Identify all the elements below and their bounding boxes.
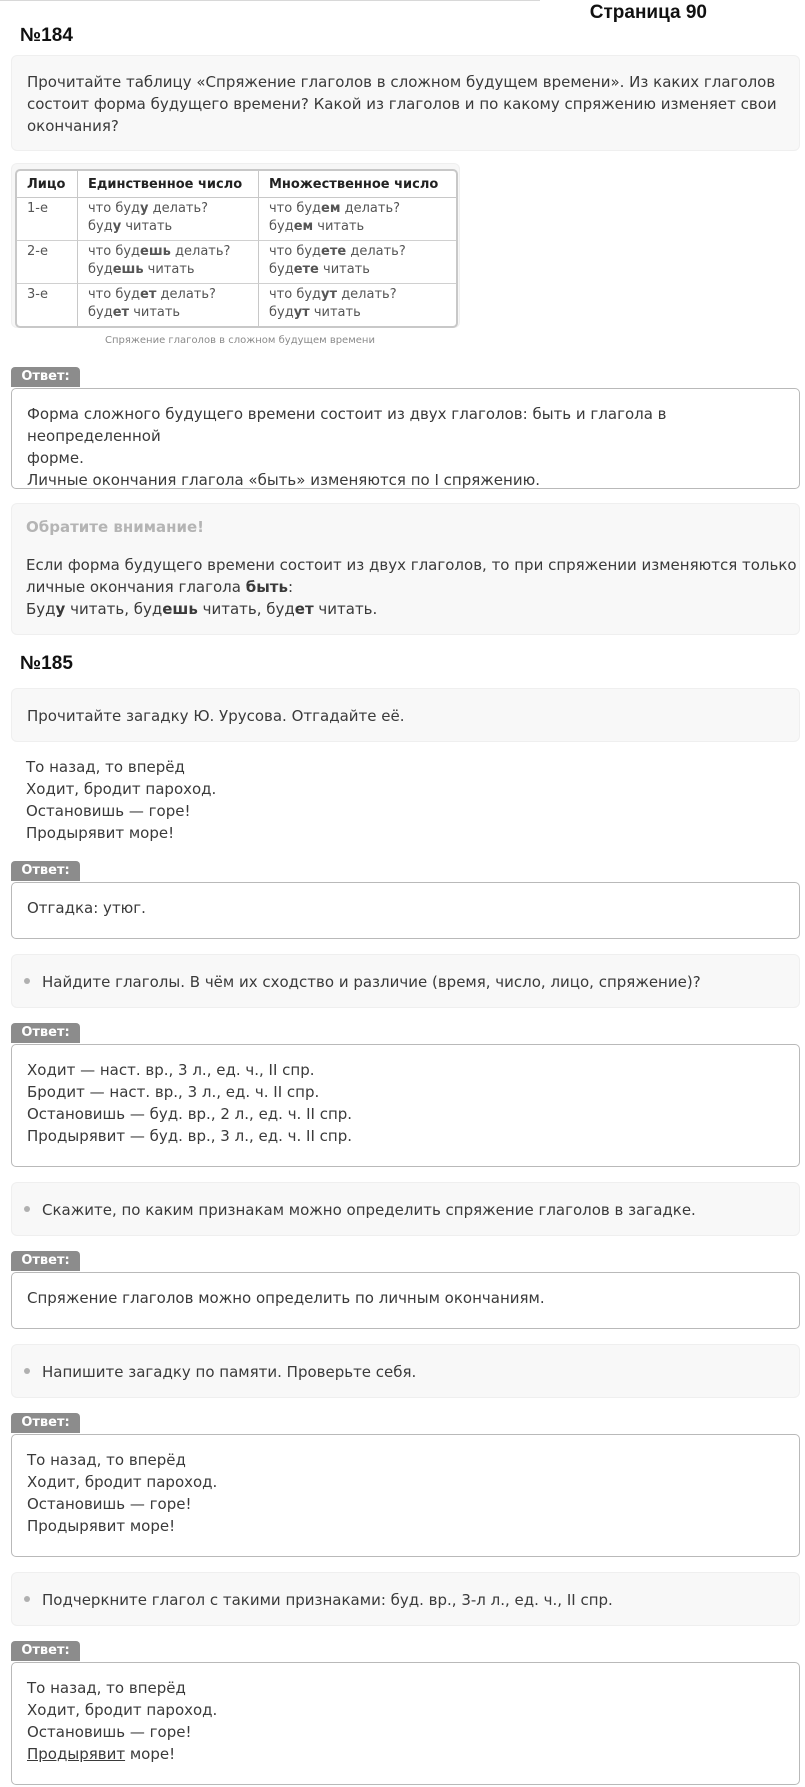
note-line-2: личные окончания глагола быть: — [26, 578, 294, 596]
answer-line: Остановишь — буд. вр., 2 л., ед. ч. II спр. — [27, 1105, 353, 1123]
singular-cell: что будешь делать? будешь читать — [77, 240, 258, 283]
table-header-row — [17, 171, 456, 198]
note-line-1: Если форма будущего времени состоит из двух глаголов, то при спряжении изменяются только — [26, 556, 797, 574]
question-card-5 — [11, 1572, 800, 1626]
note-title: Обратите внимание! — [26, 518, 205, 536]
header-singular: Единственное число — [77, 171, 258, 198]
answer-line: Остановишь — горе! — [27, 1495, 192, 1513]
person-cell: 3-е — [17, 283, 77, 326]
answer-line: Продырявит — буд. вр., 3 л., ед. ч. II спр. — [27, 1127, 352, 1145]
answer-box-185-2 — [11, 1044, 800, 1167]
note-examples: Буду читать, будешь читать, будет читать. — [26, 600, 378, 618]
riddle-text — [26, 756, 216, 844]
answer-label: Ответ: — [11, 1413, 80, 1433]
header-plural: Множественное число — [258, 171, 456, 198]
singular-cell: что буду делать? буду читать — [77, 198, 258, 240]
answer-line: Бродит — наст. вр., 3 л., ед. ч. II спр. — [27, 1083, 320, 1101]
answer-line: То назад, то вперёд — [27, 1451, 186, 1469]
exercise-185-number: №185 — [20, 653, 73, 674]
answer-label: Ответ: — [11, 861, 80, 881]
riddle-line: То назад, то вперёд — [26, 758, 185, 776]
table-row — [17, 198, 456, 240]
singular-cell: что будет делать? будет читать — [77, 283, 258, 326]
underlined-verb: Продырявит — [27, 1745, 126, 1763]
person-cell: 1-е — [27, 201, 48, 216]
answer-line: Ходит, бродит пароход. — [27, 1701, 218, 1719]
table-caption: Спряжение глаголов в сложном будущем времени — [105, 335, 375, 346]
conjugation-table-figure — [11, 163, 460, 328]
exercise-184-number: №184 — [20, 25, 73, 46]
task-line-2: состоит форма будущего времени? Какой из глаголов и по какому спряжению изменяет свои — [27, 95, 777, 113]
answer-line: Личные окончания глагола «быть» изменяются по I спряжению. — [27, 471, 540, 489]
question-card-4 — [11, 1344, 800, 1398]
top-divider — [0, 0, 540, 1]
answer-label: Ответ: — [11, 1641, 80, 1661]
answer-box-184 — [11, 388, 800, 489]
answer-box-185-4 — [11, 1434, 800, 1557]
riddle-line: Продырявит море! — [26, 824, 175, 842]
person-cell: 2-е — [17, 240, 77, 283]
question-3: Скажите, по каким признакам можно определить спряжение глаголов в загадке. — [24, 1199, 696, 1221]
bullet-icon — [24, 1368, 30, 1374]
riddle-line: Ходит, бродит пароход. — [26, 780, 217, 798]
answer-line: форме. — [27, 449, 84, 467]
question-card-2 — [11, 954, 800, 1008]
plural-cell: что будете делать? будете читать — [258, 240, 456, 283]
answer-box-185-3 — [11, 1272, 800, 1329]
header-person: Лицо — [17, 171, 77, 198]
riddle-line: Остановишь — горе! — [26, 802, 191, 820]
answer-line: Спряжение глаголов можно определить по личным окончаниям. — [27, 1289, 545, 1307]
answer-line: То назад, то вперёд — [27, 1679, 186, 1697]
task-line-1: Прочитайте таблицу «Спряжение глаголов в сложном будущем времени». Из каких глаголов — [27, 73, 776, 91]
answer-label: Ответ: — [11, 1023, 80, 1043]
answer-line: Форма сложного будущего времени состоит из двух глаголов: быть и глагола в неопределенной — [27, 405, 667, 445]
exercise-184-task-card — [11, 55, 800, 151]
answer-line: Продырявит море! — [27, 1517, 176, 1535]
task-text: Прочитайте загадку Ю. Урусова. Отгадайте её. — [27, 707, 405, 725]
bullet-icon — [24, 1596, 30, 1602]
question-4: Напишите загадку по памяти. Проверьте себя. — [24, 1361, 416, 1383]
answer-box-185-1 — [11, 882, 800, 939]
plural-cell: что будут делать? будут читать — [258, 283, 456, 326]
table-row — [17, 240, 456, 283]
answer-line: Остановишь — горе! — [27, 1723, 192, 1741]
question-2: Найдите глаголы. В чём их сходство и различие (время, число, лицо, спряжение)? — [24, 971, 701, 993]
table-row — [17, 283, 456, 326]
plural-cell: что будем делать? будем читать — [258, 198, 456, 240]
answer-line: Отгадка: утюг. — [27, 899, 146, 917]
task-line-3: окончания? — [27, 117, 119, 135]
page-number-header: Страница 90 — [589, 2, 707, 23]
note-card — [11, 503, 800, 635]
bullet-icon — [24, 1206, 30, 1212]
conjugation-table — [15, 169, 458, 328]
answer-label: Ответ: — [11, 1251, 80, 1271]
answer-line: Ходит — наст. вр., 3 л., ед. ч., II спр. — [27, 1061, 315, 1079]
answer-box-185-5 — [11, 1662, 800, 1785]
answer-line: Ходит, бродит пароход. — [27, 1473, 218, 1491]
question-card-3 — [11, 1182, 800, 1236]
exercise-185-task-card — [11, 688, 800, 742]
question-5: Подчеркните глагол с такими признаками: буд. вр., 3-л л., ед. ч., II спр. — [24, 1589, 613, 1611]
answer-line: Продырявит море! — [27, 1745, 176, 1763]
bullet-icon — [24, 978, 30, 984]
answer-label: Ответ: — [11, 367, 80, 387]
